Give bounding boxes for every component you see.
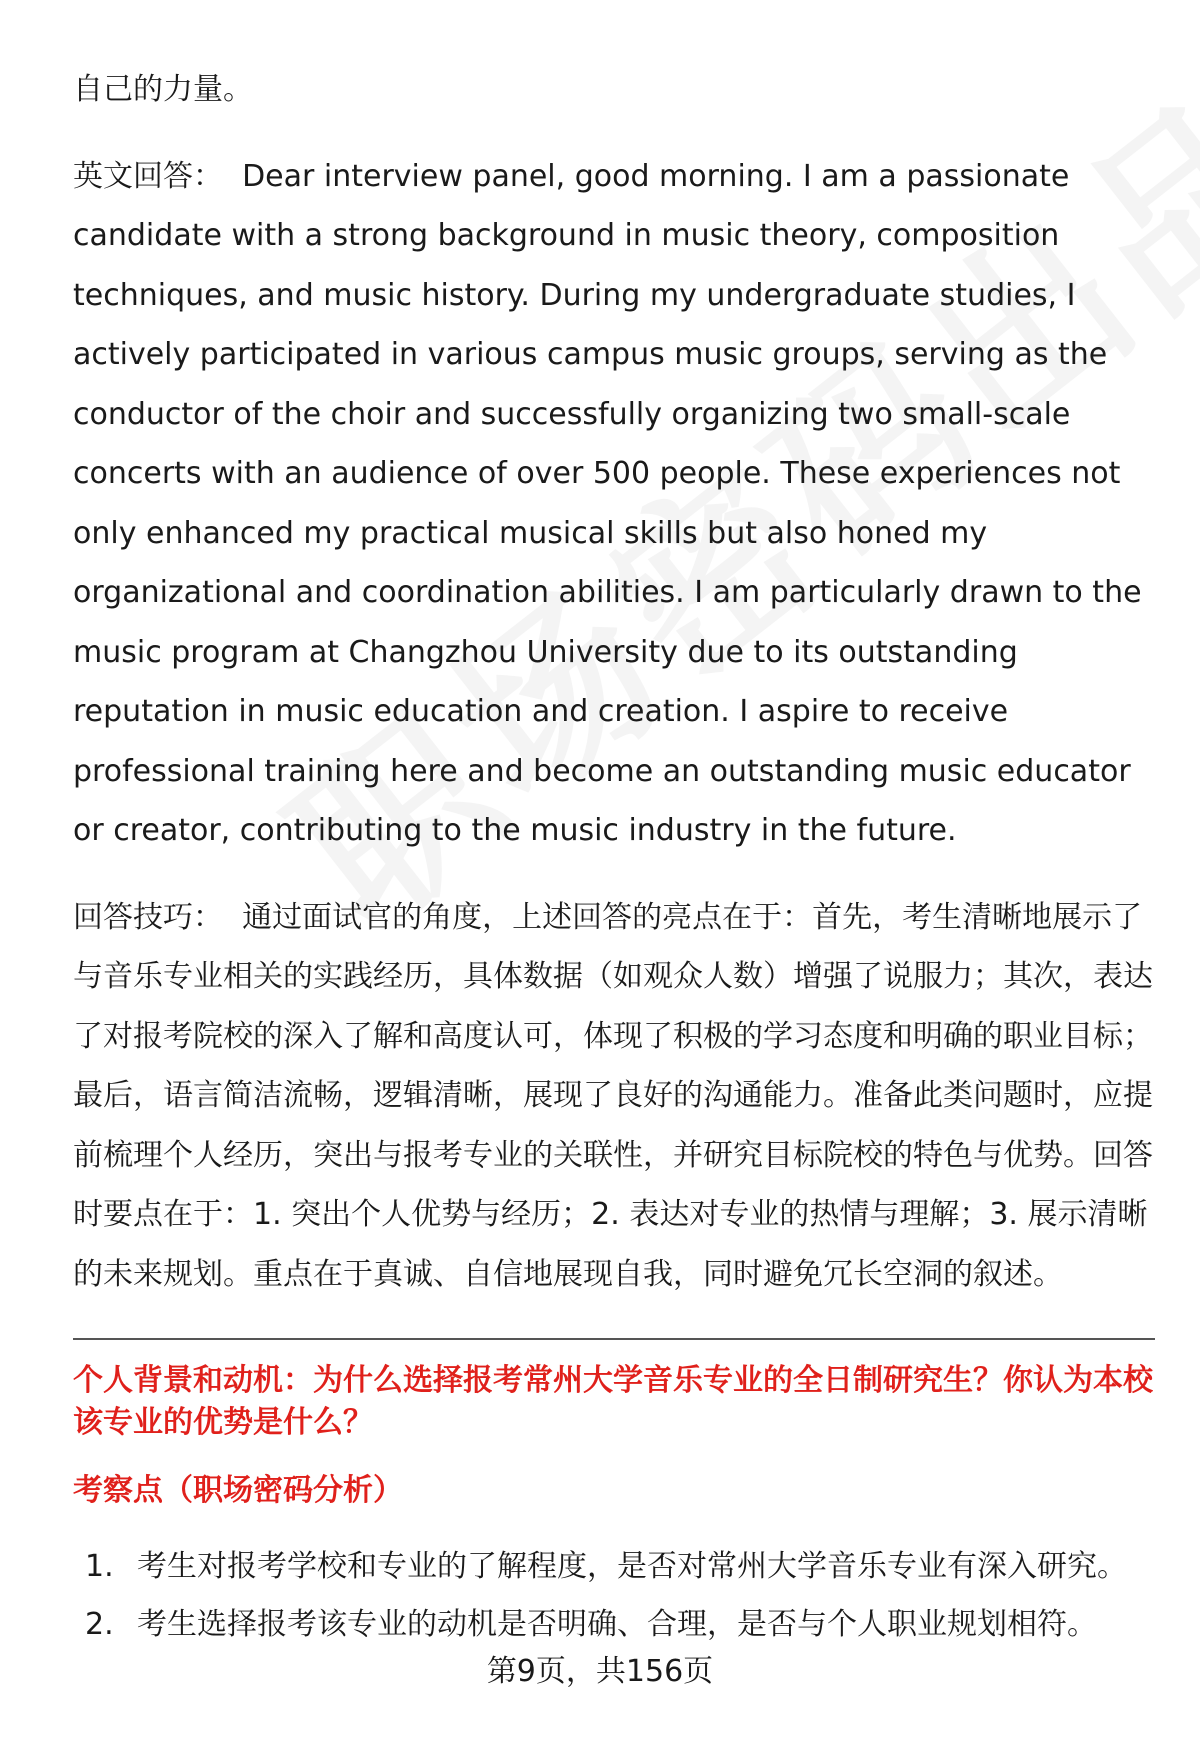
list-item <box>73 1538 1153 1596</box>
list-item <box>73 1596 1153 1654</box>
list-item-number: 2. <box>85 1607 114 1642</box>
analysis-subheading: 考察点（职场密码分析） <box>73 1473 403 1508</box>
english-answer-paragraph <box>73 147 1153 861</box>
tips-text: 通过面试官的角度，上述回答的亮点在于：首先，考生清晰地展示了与音乐专业相关的实践经历，具体数据（如观众人数）增强了说服力；其次，表达了对报考院校的深入了解和高度认可，体现了积极的学习态度和明确的职业目标；最后，语言简洁流畅，逻辑清晰，展现了良好的沟通能力。准备此类问题时，应提前梳理个人经历，突出与报考专业的关联性，并研究目标院校的特色与优势。回答时要点在于：1. 突出个人优势与经历；2. 表达对专业的热情与理解；3. 展示清晰的未来规划。重点在于真诚、自信地展现自我，同时避免冗长空洞的叙述。 <box>73 899 1153 1292</box>
continuation-text: 自己的力量。 <box>73 72 253 107</box>
list-item-number: 1. <box>85 1549 114 1584</box>
document-body <box>73 60 1153 1654</box>
question-heading: 个人背景和动机：为什么选择报考常州大学音乐专业的全日制研究生？你认为本校该专业的优势是什么？ <box>73 1363 1153 1440</box>
list-item-text: 考生对报考学校和专业的了解程度，是否对常州大学音乐专业有深入研究。 <box>137 1549 1127 1584</box>
tips-paragraph <box>73 888 1153 1305</box>
tips-label: 回答技巧： <box>73 899 223 935</box>
page-footer: 第9页，共156页 <box>486 1654 714 1689</box>
analysis-points-list <box>73 1538 1153 1654</box>
section-divider <box>73 1338 1155 1340</box>
english-answer-text: Dear interview panel, good morning. I am a passionate candidate with a strong background in music theory, composition techniques, and music history. During my undergraduate studies, I actively participated in various campus music groups, serving as the conductor of the choir and successfully organizing two small-scale concerts with an audience of over 500 people. These experiences not only enhanced my practical musical skills but also honed my organizational and coordination abilities. I am particularly drawn to the music program at Changzhou University due to its outstanding reputation in music education and creation. I aspire to receive professional training here and become an outstanding music educator or creator, contributing to the music industry in the future. <box>73 158 1142 848</box>
list-item-text: 考生选择报考该专业的动机是否明确、合理，是否与个人职业规划相符。 <box>137 1607 1097 1642</box>
english-answer-label: 英文回答： <box>73 158 223 194</box>
